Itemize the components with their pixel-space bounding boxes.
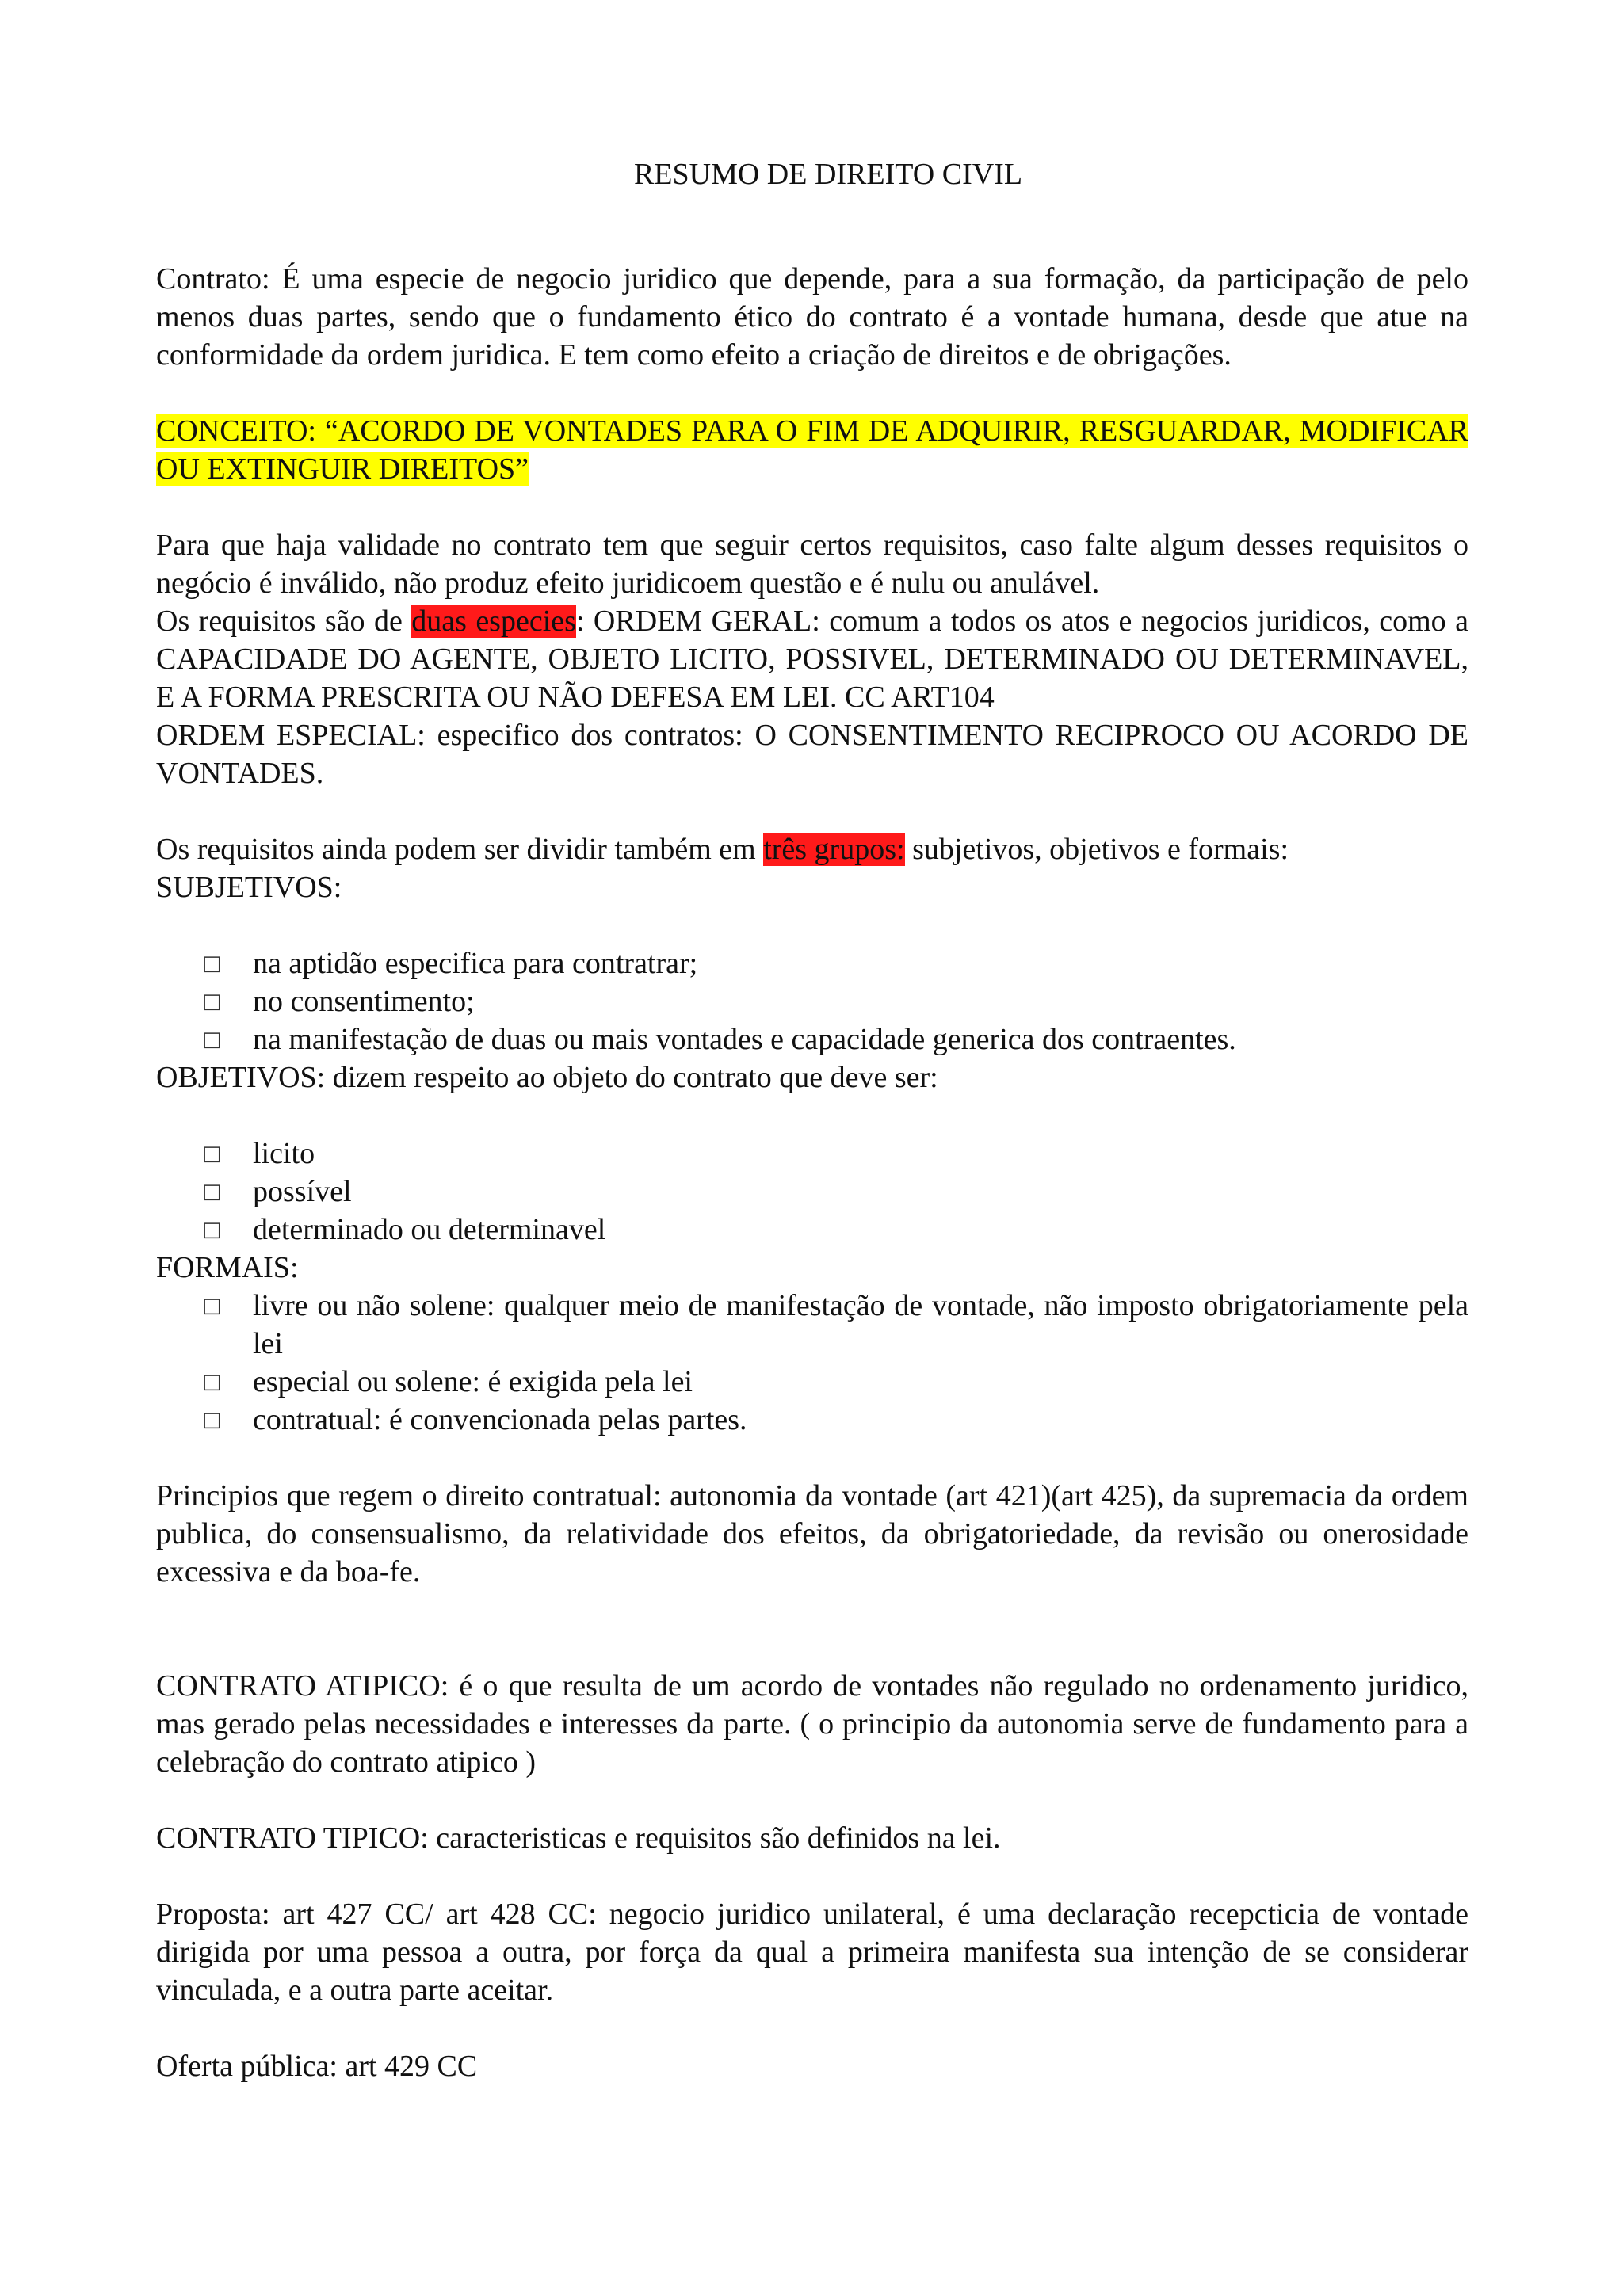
missing-glyph-bullet-icon: □: [202, 1370, 222, 1394]
missing-glyph-bullet-icon: □: [202, 952, 222, 975]
label-objetivos: OBJETIVOS: dizem respeito ao objeto do contrato que deve ser:: [156, 1061, 938, 1094]
paragraph-requisitos: [156, 602, 1468, 716]
paragraph-oferta-publica: Oferta pública: art 429 CC: [156, 2050, 478, 2083]
missing-glyph-bullet-icon: □: [202, 1142, 222, 1165]
document-body: [156, 155, 1468, 2085]
list-item: □ na manifestação de duas ou mais vontades e capacidade generica dos contraentes.: [156, 1020, 1468, 1058]
missing-glyph-bullet-icon: □: [202, 1180, 222, 1203]
paragraph-validade: Para que haja validade no contrato tem que seguir certos requisitos, caso falte algum desses requisitos o negócio é inválido, não produz efeito juridicoem questão e é nulu ou anulável.: [156, 528, 1468, 600]
list-item: □ livre ou não solene: qualquer meio de manifestação de vontade, não imposto obrigatoriamente pela lei: [156, 1287, 1468, 1363]
paragraph-contrato: Contrato: É uma especie de negocio juridico que depende, para a sua formação, da participação de pelo menos duas partes, sendo que o fundamento ético do contrato é a vontade humana, desde que atue na conformidade da ordem juridica. E tem como efeito a criação de direitos e de obrigações.: [156, 262, 1468, 372]
list-item: □ no consentimento;: [156, 982, 1468, 1020]
label-subjetivos: SUBJETIVOS:: [156, 871, 342, 904]
missing-glyph-bullet-icon: □: [202, 990, 222, 1013]
grupos-prefix: Os requisitos ainda podem ser dividir também em: [156, 833, 764, 866]
list-formais: [156, 1287, 1468, 1439]
label-formais: FORMAIS:: [156, 1251, 299, 1284]
paragraph-ordem-especial: ORDEM ESPECIAL: especifico dos contratos: O CONSENTIMENTO RECIPROCO OU ACORDO DE VONTADES.: [156, 719, 1468, 790]
highlight-tres-grupos: três grupos:: [763, 833, 905, 866]
list-item: □ especial ou solene: é exigida pela lei: [156, 1363, 1468, 1401]
list-item: □ determinado ou determinavel: [156, 1211, 1468, 1249]
paragraph-grupos: [156, 830, 1468, 868]
list-subjetivos: [156, 944, 1468, 1058]
list-item: □ possível: [156, 1173, 1468, 1211]
paragraph-principios: Principios que regem o direito contratual: autonomia da vontade (art 421)(art 425), da supremacia da ordem publica, do consensualismo, da relatividade dos efeitos, da obrigatoriedade, da revisão ou onerosidade excessiva e da boa-fe.: [156, 1479, 1468, 1589]
list-item: □ licito: [156, 1135, 1468, 1173]
missing-glyph-bullet-icon: □: [202, 1408, 222, 1432]
list-item: □ na aptidão especifica para contratrar;: [156, 944, 1468, 982]
list-item: □ contratual: é convencionada pelas partes.: [156, 1401, 1468, 1439]
missing-glyph-bullet-icon: □: [202, 1218, 222, 1241]
paragraph-proposta: Proposta: art 427 CC/ art 428 CC: negocio juridico unilateral, é uma declaração recepcticia de vontade dirigida por uma pessoa a outra, por força da qual a primeira manifesta sua intenção de se considerar vinculada, e a outra parte aceitar.: [156, 1897, 1468, 2007]
requisitos-prefix: Os requisitos são de: [156, 605, 412, 638]
paragraph-contrato-atipico: CONTRATO ATIPICO: é o que resulta de um acordo de vontades não regulado no ordenamento juridico, mas gerado pelas necessidades e interesses da parte. ( o principio da autonomia serve de fundamento para a celebração do contrato atipico ): [156, 1669, 1468, 1779]
requisitos-suffix: : ORDEM GERAL: comum a todos os atos e negocios juridicos, como a CAPACIDADE DO AGENTE, OBJETO LICITO, POSSIVEL, DETERMINADO OU DETERMINAVEL, E A FORMA PRESCRITA OU NÃO DEFESA EM LEI. CC ART104: [156, 605, 1468, 714]
highlight-conceito: CONCEITO: “ACORDO DE VONTADES PARA O FIM DE ADQUIRIR, RESGUARDAR, MODIFICAR OU EXTINGUIR DIREITOS”: [156, 414, 1468, 486]
missing-glyph-bullet-icon: □: [202, 1028, 222, 1051]
missing-glyph-bullet-icon: □: [202, 1294, 222, 1318]
list-objetivos: [156, 1135, 1468, 1249]
paragraph-conceito: [156, 412, 1468, 488]
paragraph-contrato-tipico: CONTRATO TIPICO: caracteristicas e requisitos são definidos na lei.: [156, 1821, 1001, 1855]
document-title: RESUMO DE DIREITO CIVIL: [633, 158, 1023, 191]
highlight-duas-especies: duas especies: [411, 605, 576, 638]
grupos-suffix: subjetivos, objetivos e formais:: [904, 833, 1289, 866]
